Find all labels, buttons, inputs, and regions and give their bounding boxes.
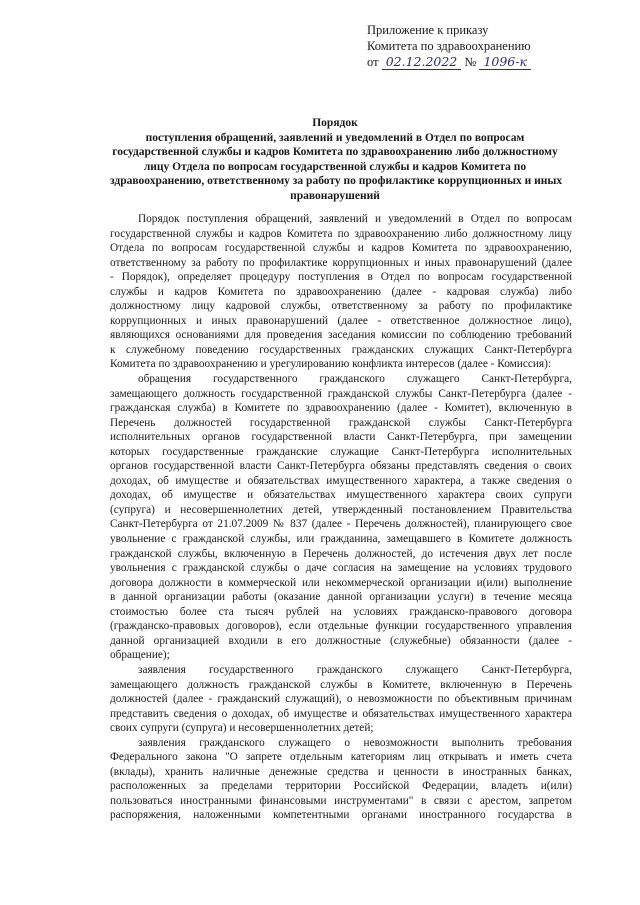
body-line: коррупционных и иных правонарушений (далее - ответственное должностное лицо),: [110, 314, 572, 327]
body-line: своих супруги (супруга) и несовершеннолетних детей;: [110, 722, 374, 735]
document-body: [110, 212, 572, 823]
body-line: Санкт-Петербурга от 21.07.2009 № 837 (далее - Перечень должностей), планирующего свое: [110, 518, 572, 531]
document-title: [110, 116, 563, 204]
title-line: здравоохранению, ответственному за работу по профилактике коррупционных и иных: [110, 175, 563, 188]
title-line: поступления обращений, заявлений и уведомлений в Отдел по вопросам: [145, 131, 525, 144]
body-line: замещающего должность государственной гражданской службы Санкт-Петербурга (далее -: [110, 387, 572, 400]
body-line: обращения государственного гражданского служащего Санкт-Петербурга,: [138, 373, 572, 386]
body-line: гражданской службы, включенную в Перечень должностей, до истечения двух лет после: [110, 547, 572, 560]
body-line: являющихся основаниями для проведения заседания комиссии по соблюдению требований: [110, 329, 572, 342]
body-line: Порядок поступления обращений, заявлений и уведомлений в Отдел по вопросам: [138, 213, 572, 225]
body-line: (гражданско-правовых договоров), если отдельные функции государственного управления: [110, 620, 572, 633]
body-line: доходах, об имуществе и обязательствах имущественного характера своих супруги: [110, 489, 572, 502]
appendix-line-3: [367, 54, 617, 70]
body-line: к служебному поведению государственных гражданских служащих Санкт-Петербурга: [110, 343, 572, 356]
body-line: увольнения с гражданской службы о даче согласия на замещение на условиях трудового: [110, 562, 572, 575]
body-line: в данной организации работы (оказание данной организации услуги) в течение месяца: [110, 591, 572, 604]
number-sign: №: [464, 55, 477, 69]
title-line: государственной службы и кадров Комитета по здравоохранению либо должностному: [112, 146, 558, 159]
handwritten-date: 02.12.2022: [382, 54, 462, 70]
appendix-header: [367, 22, 617, 70]
body-line: данной организацией входили в его должностные (служебные) обязанности (далее -: [110, 634, 572, 647]
body-line: исполнительных органов государственной власти Санкт-Петербурга, при замещении: [110, 431, 572, 444]
appendix-line-2: Комитета по здравоохранению: [367, 39, 531, 53]
body-line: заявления гражданского служащего о невозможности выполнить требования: [138, 736, 572, 749]
body-line: представить сведения о доходах, об имуществе и обязательствах имущественного характера: [110, 707, 572, 720]
title-heading: Порядок: [312, 117, 358, 129]
from-prefix: от: [367, 55, 379, 69]
body-line: Отдела по вопросам государственной службы и кадров Комитета по здравоохранению,: [110, 242, 572, 255]
body-line: стоимостью более ста тысяч рублей на условиях гражданско-правового договора: [110, 605, 572, 618]
body-line: распоряжения, наложенными компетентными органами иностранного государства в: [110, 809, 572, 822]
body-line: гражданская служба) в Комитете по здравоохранению (далее - Комитет), включенную в: [110, 402, 572, 415]
body-line: (супруга) и несовершеннолетних детей, утвержденный постановлением Правительства: [110, 503, 572, 516]
body-line: доходах, об имуществе и обязательствах имущественного характера, а также сведения о: [110, 474, 572, 487]
body-line: (вклады), хранить наличные денежные средства и ценности в иностранных банках,: [110, 765, 572, 778]
body-line: должностному лицу кадровой службы, ответственному за работу по профилактике: [110, 300, 572, 313]
body-line: договора должности в коммерческой или некоммерческой организации и(или) выполнение: [110, 576, 572, 589]
title-line: правонарушений: [290, 189, 380, 202]
body-line: должностей (далее - гражданский служащий), о невозможности по объективным причинам: [110, 693, 572, 706]
title-line: лицу Отдела по вопросам государственной службы и кадров Комитета по: [143, 160, 527, 173]
body-line: ответственному за работу по профилактике коррупционных и иных правонарушений (далее: [110, 256, 572, 269]
body-line: Комитета по здравоохранению и урегулированию конфликта интересов (далее - Комиссия):: [110, 358, 552, 371]
body-line: заявления государственного гражданского служащего Санкт-Петербурга,: [138, 663, 572, 676]
body-line: обращение);: [110, 649, 170, 662]
body-line: - Порядок), определяет процедуру поступления в Отдел по вопросам государственной: [110, 271, 572, 284]
body-line: которых государственные гражданские служащие Санкт-Петербурга исполнительных: [110, 445, 572, 458]
body-line: службы и кадров Комитета по здравоохранению (далее - кадровая служба) либо: [110, 285, 572, 298]
handwritten-order-number: 1096-к: [479, 54, 531, 70]
body-line: замещающего должность гражданской службы в Комитете, включенную в Перечень: [110, 678, 572, 691]
body-line: Федерального закона "О запрете отдельным категориям лиц открывать и иметь счета: [110, 751, 572, 764]
body-line: Перечень должностей государственной гражданской службы Санкт-Петербурга: [110, 416, 572, 429]
body-line: пользоваться иностранными финансовыми инструментами" в связи с арестом, запретом: [110, 794, 572, 807]
body-line: органов государственной власти Санкт-Петербурга обязаны представлять сведения о своих: [110, 460, 572, 473]
body-line: государственной службы и кадров Комитета по здравоохранению либо должностному лицу: [110, 227, 572, 240]
appendix-line-1: Приложение к приказу: [367, 23, 489, 37]
body-line: расположенных за пределами территории Российской Федерации, владеть и(или): [110, 780, 572, 793]
body-line: увольнение с гражданской службы, или гражданина, замещавшего в Комитете должность: [110, 533, 572, 546]
